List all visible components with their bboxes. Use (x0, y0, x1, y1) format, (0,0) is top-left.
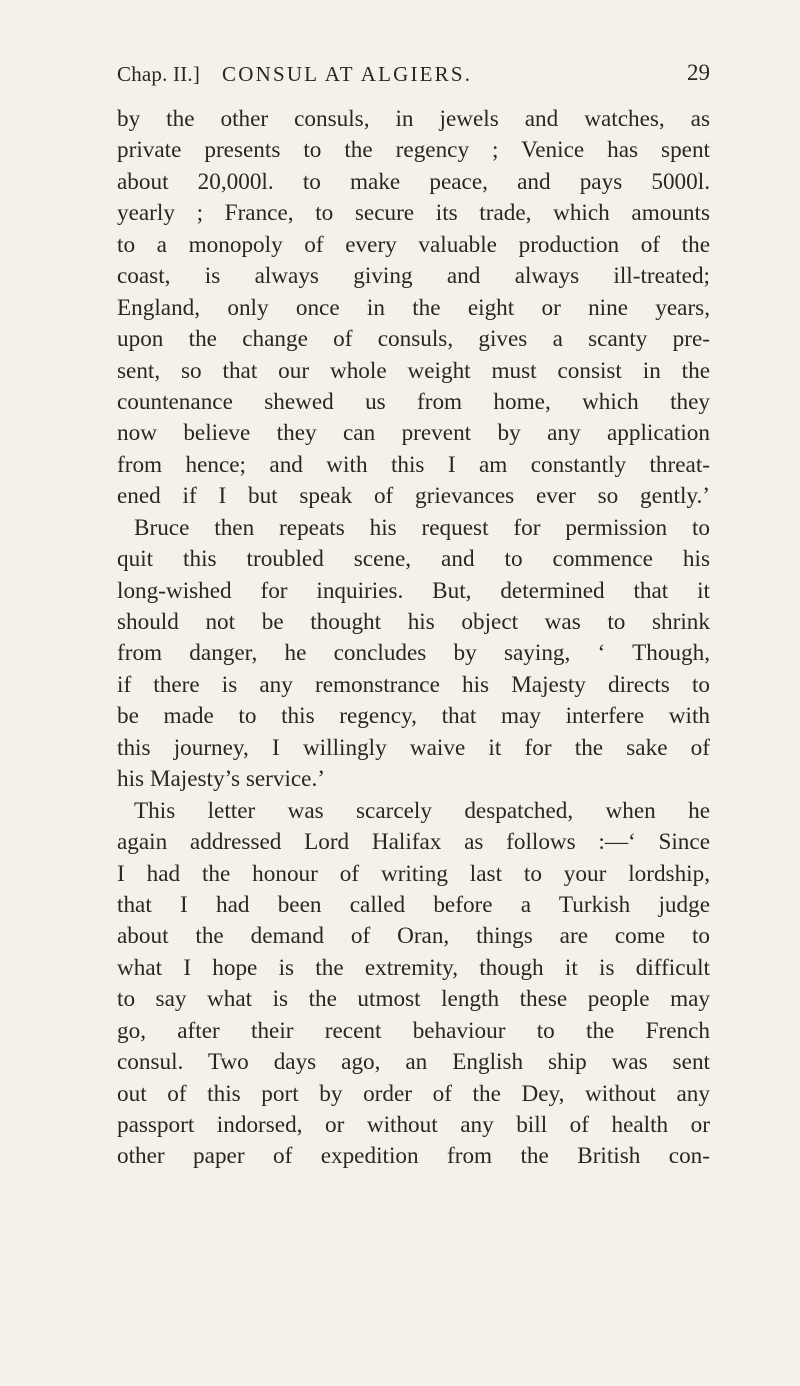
text-line: to say what is the utmost length these people may (117, 986, 710, 1013)
chapter-label: Chap. II.] (117, 62, 201, 86)
text-line: England, only once in the eight or nine years, (117, 294, 710, 321)
text-line: sent, so that our whole weight must consist in the (117, 357, 710, 384)
text-line: Bruce then repeats his request for permission to (134, 514, 710, 541)
text-line: consul. Two days ago, an English ship was sent (117, 1049, 710, 1076)
text-line: by the other consuls, in jewels and watches, as (117, 106, 710, 132)
text-line: out of this port by order of the Dey, without any (117, 1080, 710, 1107)
text-line: ened if I but speak of grievances ever so gently.’ (117, 483, 710, 510)
text-line: private presents to the regency ; Venice has spent (117, 137, 710, 164)
text-line: again addressed Lord Halifax as follows :—‘ Since (117, 829, 710, 856)
text-line: now believe they can prevent by any application (117, 420, 710, 447)
text-line: long-wished for inquiries. But, determined that it (117, 577, 710, 604)
text-line: upon the change of consuls, gives a scanty pre- (117, 326, 710, 353)
text-line: be made to this regency, that may interfere with (117, 703, 710, 730)
text-line: countenance shewed us from home, which they (117, 388, 710, 415)
text-line: about the demand of Oran, things are come to (117, 923, 710, 950)
text-line: this journey, I willingly waive it for the sake of (117, 734, 710, 761)
text-line: from hence; and with this I am constantly threat- (117, 451, 710, 478)
text-line: his Majesty’s service.’ (117, 766, 325, 793)
text-line: what I hope is the extremity, though it is difficult (117, 954, 710, 981)
text-line: This letter was scarcely despatched, when he (134, 797, 710, 824)
text-line: yearly ; France, to secure its trade, which amounts (117, 200, 710, 227)
text-line: other paper of expedition from the British con- (117, 1143, 710, 1170)
text-line: coast, is always giving and always ill-treated; (117, 263, 710, 290)
page-number: 29 (687, 60, 710, 85)
text-line: to a monopoly of every valuable production of the (117, 231, 710, 258)
text-line: I had the honour of writing last to your lordship, (117, 860, 710, 887)
text-line: about 20,000l. to make peace, and pays 5000l. (117, 168, 710, 195)
running-title: CONSUL AT ALGIERS. (222, 62, 473, 86)
text-line: if there is any remonstrance his Majesty directs to (117, 671, 710, 698)
text-line: that I had been called before a Turkish judge (117, 891, 710, 918)
text-line: should not be thought his object was to shrink (117, 609, 710, 635)
body-text (117, 104, 710, 1173)
text-line: from danger, he concludes by saying, ‘ Though, (117, 640, 710, 667)
running-head (117, 62, 710, 92)
text-line: quit this troubled scene, and to commence his (117, 546, 710, 573)
text-line: passport indorsed, or without any bill of health or (117, 1112, 710, 1138)
text-line: go, after their recent behaviour to the French (117, 1017, 710, 1044)
